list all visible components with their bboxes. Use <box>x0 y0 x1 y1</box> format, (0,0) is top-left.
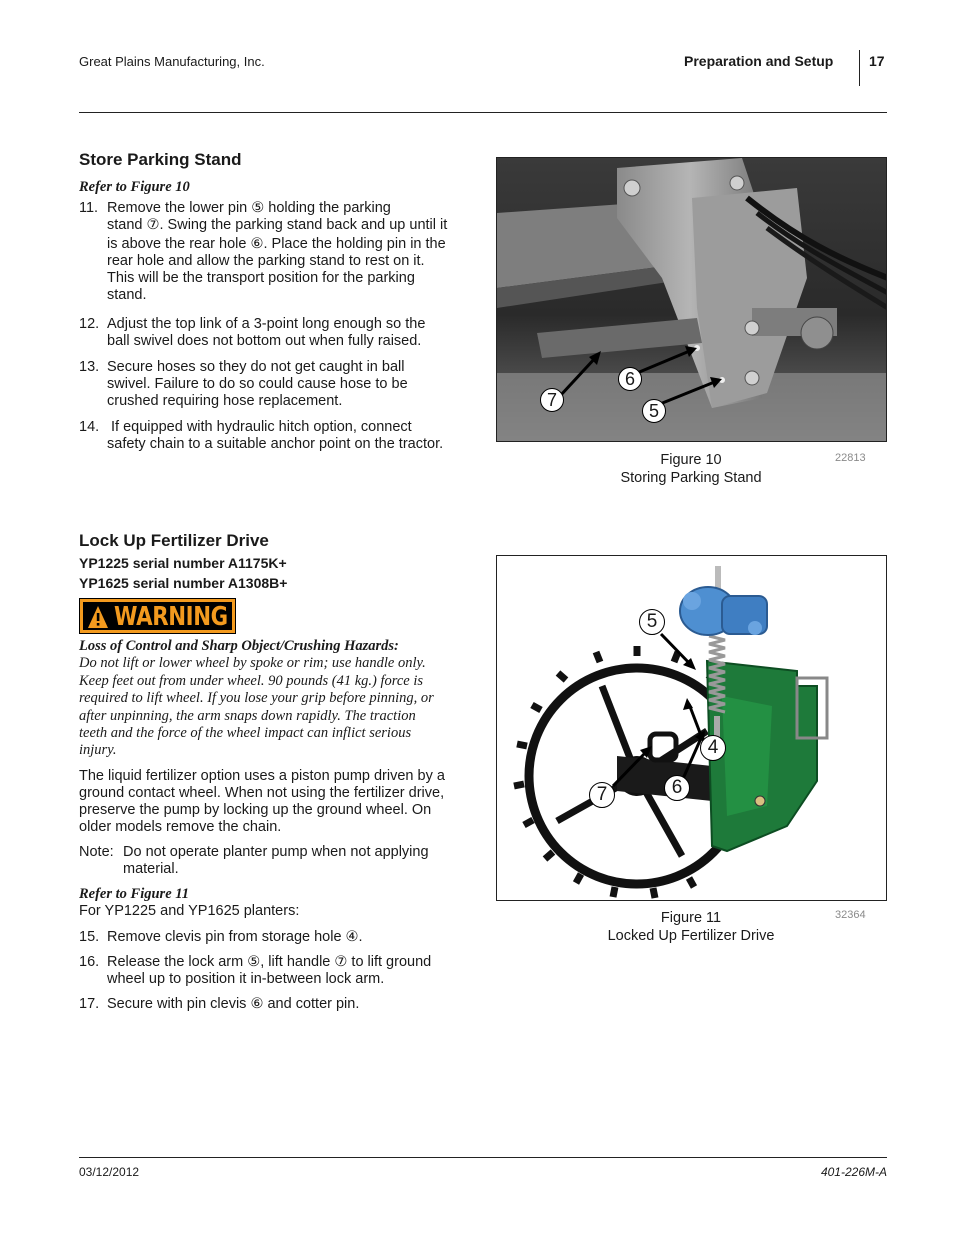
figure-11-caption <box>591 909 791 945</box>
callout-4-fig11: 4 <box>700 735 726 761</box>
note-label: Note: <box>79 844 114 860</box>
company-name: Great Plains Manufacturing, Inc. <box>79 54 265 69</box>
hazard-title: Loss of Control and Sharp Object/Crushing Hazards: <box>79 638 399 654</box>
figure-11-number: 32364 <box>835 909 866 921</box>
fertilizer-drive-illustration <box>497 556 887 901</box>
callout-6-fig10: 6 <box>618 367 642 391</box>
planter-models: For YP1225 and YP1625 planters: <box>79 903 300 919</box>
warning-triangle-icon <box>87 605 109 629</box>
refer-figure-11: Refer to Figure 11 <box>79 886 189 902</box>
callout-5-fig11: 5 <box>639 609 665 635</box>
figure-10-number: 22813 <box>835 452 866 464</box>
step-13: 13. Secure hoses so they do not get caught in ball swivel. Failure to do so could cause hose to be crushed requiring hose replacement. <box>79 359 408 409</box>
figure-10-title: Storing Parking Stand <box>620 470 762 486</box>
figure-10-photo <box>496 157 887 442</box>
callout-5-fig10: 5 <box>642 399 666 423</box>
figure-11-label: Figure 11 <box>660 910 722 926</box>
page-number: 17 <box>869 53 885 69</box>
figure-11-illustration <box>496 555 887 901</box>
figure-11-title: Locked Up Fertilizer Drive <box>607 928 775 944</box>
serial-yp1225: YP1225 serial number A1175K+ <box>79 555 287 571</box>
warning-label: WARNING <box>114 602 228 632</box>
step-14: 14. If equipped with hydraulic hitch option, connect safety chain to a suitable anchor point on the tractor. <box>79 419 444 452</box>
step-15: 15. Remove clevis pin from storage hole ④. <box>79 929 363 945</box>
footer-doc-number: 401-226M-A <box>820 1165 887 1179</box>
section-heading-parking: Store Parking Stand <box>79 150 242 169</box>
callout-7-fig10: 7 <box>540 388 564 412</box>
header-rule <box>79 112 887 113</box>
callout-6-fig11: 6 <box>664 775 690 801</box>
step-17: 17. Secure with pin clevis ⑥ and cotter pin. <box>79 996 360 1012</box>
step-16: 16. Release the lock arm ⑤, lift handle ⑦ to lift ground wheel up to position it in-between lock arm. <box>79 954 432 987</box>
callout-7-fig11: 7 <box>589 782 615 808</box>
section-title: Preparation and Setup <box>684 53 834 69</box>
warning-signal-word <box>79 598 236 634</box>
fertilizer-description: The liquid fertilizer option uses a piston pump driven by a ground contact wheel. When not using the fertilizer drive, preserve the pump by locking up the ground wheel. On older models remove the chain. <box>79 768 445 835</box>
footer-rule <box>79 1157 887 1158</box>
step-12: 12. Adjust the top link of a 3-point long enough so the ball swivel does not bottom out when fully raised. <box>79 316 426 349</box>
header-divider <box>859 50 860 86</box>
hazard-message: Loss of Control and Sharp Object/Crushing Hazards: Do not lift or lower wheel by spoke or rim; use handle only. Keep feet out from under wheel. 90 pounds (41 kg.) force is required to lift wheel. If you lose your grip before pinning, or after unpinning, the arm snaps down rapidly. The traction teeth and the force of the wheel impact can inflict serious injury. <box>79 638 479 760</box>
footer-date: 03/12/2012 <box>79 1165 140 1179</box>
pump <box>680 566 767 635</box>
serial-yp1625: YP1625 serial number A1308B+ <box>79 575 288 591</box>
note: Note: Do not operate planter pump when not applying material. <box>79 844 429 877</box>
section-heading-fertilizer: Lock Up Fertilizer Drive <box>79 531 269 550</box>
step-11: 11. Remove the lower pin ⑤ holding the parking stand ⑦. Swing the parking stand back and up until it is above the rear hole ⑥. Place the holding pin in the rear hole and allow the parking stand to rest on it. This will be the transport position for the parking stand. <box>79 200 448 303</box>
refer-figure-10: Refer to Figure 10 <box>79 179 190 195</box>
figure-10-caption <box>591 451 791 487</box>
figure-10-label: Figure 10 <box>660 452 722 468</box>
